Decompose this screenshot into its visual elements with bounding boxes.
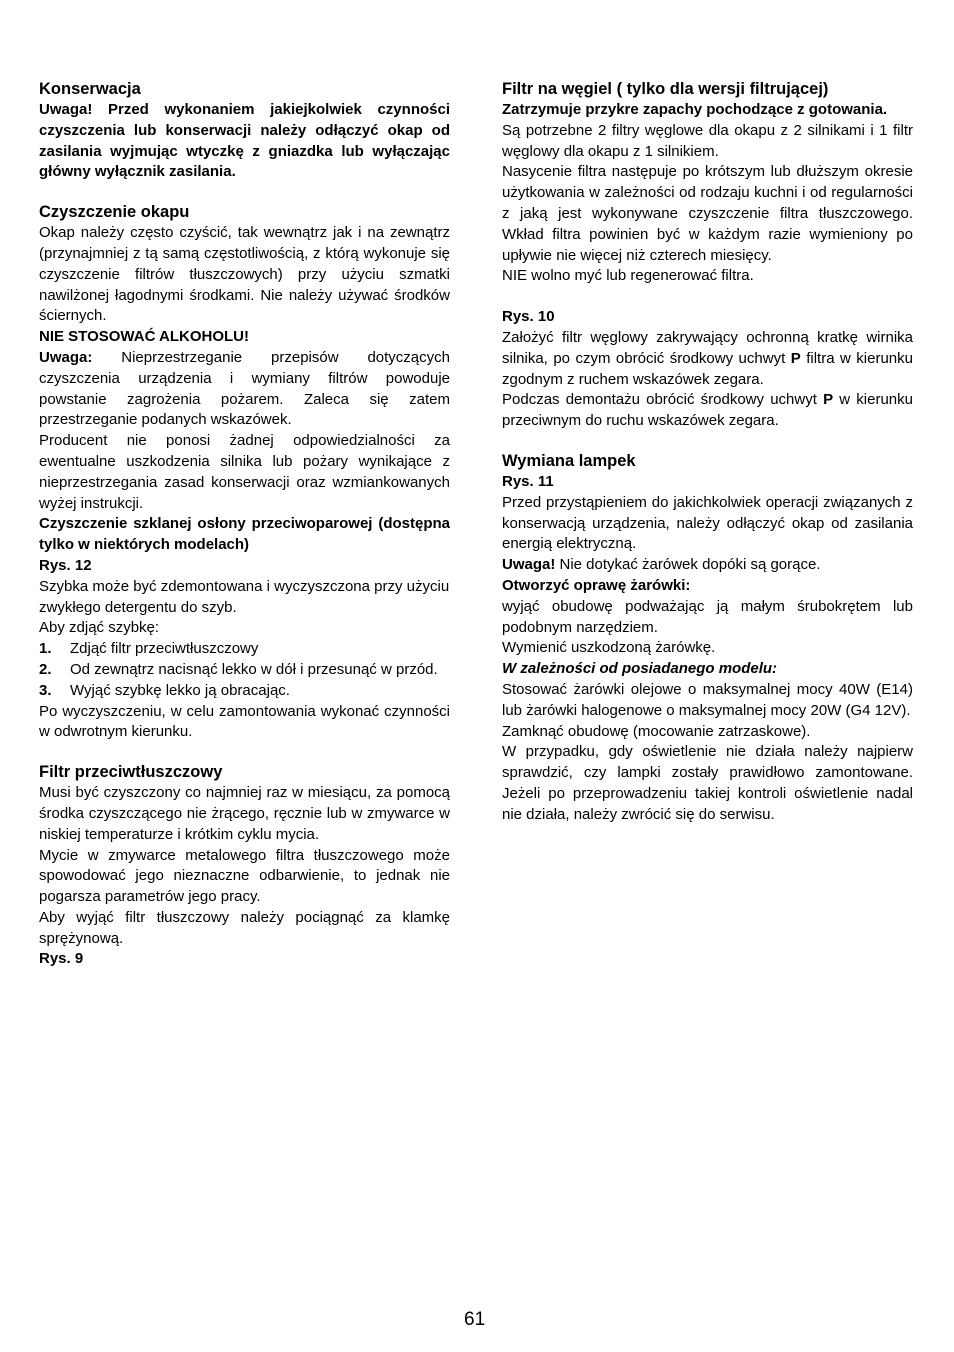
carbon-filter-purpose: Zatrzymuje przykre zapachy pochodzące z gotowania. xyxy=(502,101,888,118)
glass-removal-steps xyxy=(39,639,450,701)
glass-cleaning-title: Czyszczenie szklanej osłony przeciwoparowej (dostępna tylko w niektórych modelach) xyxy=(39,515,450,554)
lamp-paragraph-1: Przed przystąpieniem do jakichkolwiek operacji związanych z konserwacją urządzenia, należy odłączyć okap od zasilania energią elektryczną. xyxy=(502,493,913,553)
carbon-filter-removal-paragraph xyxy=(502,390,913,432)
open-lamp-housing-title: Otworzyć oprawę żarówki: xyxy=(502,576,691,594)
install-text-a: Założyć filtr węglowy zakrywający ochronną kratkę wirnika silnika, po czym obrócić środkowy uchwyt xyxy=(502,328,913,367)
removal-text-b: w kierunku przeciwnym do ruchu wskazówek zegara. xyxy=(502,391,913,430)
carbon-filter-install-paragraph xyxy=(502,328,913,390)
section-title-maintenance: Konserwacja xyxy=(39,80,141,98)
section-title-grease-filter: Filtr przeciwtłuszczowy xyxy=(39,763,223,782)
reassembly-paragraph: Po wyczyszczeniu, w celu zamontowania wykonać czynności w odwrotnym kierunku. xyxy=(39,702,450,741)
fire-warning-label: Uwaga: xyxy=(39,348,93,366)
step-number: 3. xyxy=(39,681,52,699)
fire-warning-paragraph xyxy=(39,348,450,431)
lamp-paragraph-2: wyjąć obudowę podważając ją małym śrubokrętem lub podobnym narzędziem. xyxy=(502,597,913,636)
grease-filter-paragraph-1: Musi być czyszczony co najmniej raz w miesiącu, za pomocą środka czyszczącego nie żrącego, ręcznie lub w zmywarce w niskiej temperaturze i krótkim cyklu mycia. xyxy=(39,784,450,843)
no-alcohol-warning: NIE STOSOWAĆ ALKOHOLU! xyxy=(39,328,249,346)
carbon-filter-paragraph-2: Nasycenie filtra następuje po krótszym lub dłuższym okresie użytkowania w zależności od rodzaju kuchni i od regularności z jaką jest wykonywane czyszczenie filtra tłuszczowego. Wkład filtra powinien być w każdym razie wymieniony po upływie nie więcej niż czterech miesięcy. xyxy=(502,163,913,264)
step-text: Zdjąć filtr przeciwtłuszczowy xyxy=(70,640,259,658)
carbon-filter-paragraph-1: Są potrzebne 2 filtry węglowe dla okapu z 2 silnikami i 1 filtr węglowy dla okapu z 1 silnikiem. xyxy=(502,121,913,160)
figure-ref-12: Rys. 12 xyxy=(39,556,92,574)
hood-cleaning-paragraph: Okap należy często czyścić, tak wewnątrz jak i na zewnątrz (przynajmniej z tą samą częstotliwością, z którą wykonuje się czyszczenie filtrów tłuszczowych) przy użyciu szmatki nawilżonej łagodnymi środkami. Nie należy używać środków ściernych. xyxy=(39,224,450,325)
page-number: 61 xyxy=(464,1309,486,1330)
model-dependent-title: W zależności od posiadanego modelu: xyxy=(502,660,778,678)
step-text: Od zewnątrz nacisnąć lekko w dół i przesunąć w przód. xyxy=(70,660,438,678)
section-title-hood-cleaning: Czyszczenie okapu xyxy=(39,203,190,222)
grease-filter-paragraph-3: Aby wyjąć filtr tłuszczowy należy pociągnąć za klamkę sprężynową. xyxy=(39,908,450,947)
step-number: 2. xyxy=(39,660,52,678)
handle-p-label: P xyxy=(790,349,801,367)
lamp-warning-label: Uwaga! xyxy=(502,556,556,574)
handle-p-label: P xyxy=(823,391,834,409)
section-title-carbon-filter: Filtr na węgiel ( tylko dla wersji filtrującej) xyxy=(502,80,829,98)
right-column xyxy=(502,78,913,826)
figure-ref-10: Rys. 10 xyxy=(502,308,555,326)
carbon-filter-paragraph-3: NIE wolno myć lub regenerować filtra. xyxy=(502,267,754,285)
lamp-warning-text: Nie dotykać żarówek dopóki są gorące. xyxy=(555,556,821,574)
lamp-paragraph-6: W przypadku, gdy oświetlenie nie działa należy najpierw sprawdzić, czy lampki zostały prawidłowo zamontowane. Jeżeli po przeprowadzeniu takiej kontroli oświetlenie nadal nie działa, należy zwrócić się do serwisu. xyxy=(502,743,913,823)
list-item xyxy=(39,639,450,660)
liability-paragraph: Producent nie ponosi żadnej odpowiedzialności za ewentualne uszkodzenia silnika lub pożary wynikające z nieprzestrzegania zasad konserwacji oraz wzmiankowanych wyżej instrukcji. xyxy=(39,432,450,512)
lamp-warning xyxy=(502,555,913,576)
section-title-lamp-replacement: Wymiana lampek xyxy=(502,451,636,470)
fire-warning-text: Nieprzestrzeganie przepisów dotyczących czyszczenia urządzenia i wymiany filtrów powoduje powstanie zagrożenia pożarem. Zaleca się zatem przestrzeganie podanych wskazówek. xyxy=(39,348,450,429)
figure-ref-9: Rys. 9 xyxy=(39,950,84,968)
list-item xyxy=(39,660,450,681)
step-text: Wyjąć szybkę lekko ją obracając. xyxy=(70,681,290,699)
install-text-b: filtra w kierunku zgodnym z ruchem wskazówek zegara. xyxy=(502,349,913,388)
glass-removal-intro: Aby zdjąć szybkę: xyxy=(39,619,160,637)
list-item xyxy=(39,681,450,702)
grease-filter-paragraph-2: Mycie w zmywarce metalowego filtra tłuszczowego może spowodować jego nieznaczne odbarwienie, to jednak nie pogarsza parametrów jego pracy. xyxy=(39,846,450,906)
lamp-paragraph-3: Wymienić uszkodzoną żarówkę. xyxy=(502,639,716,657)
step-number: 1. xyxy=(39,640,52,658)
removal-text-a: Podczas demontażu obrócić środkowy uchwyt xyxy=(502,391,824,409)
lamp-paragraph-4: Stosować żarówki olejowe o maksymalnej mocy 40W (E14) lub żarówki halogenowe o maksymalnej mocy 20W (G4 12V). xyxy=(502,680,913,719)
lamp-paragraph-5: Zamknąć obudowę (mocowanie zatrzaskowe). xyxy=(502,722,811,740)
left-column xyxy=(39,78,450,970)
maintenance-warning: Uwaga! Przed wykonaniem jakiejkolwiek czynności czyszczenia lub konserwacji należy odłączyć okap od zasilania wyjmując wtyczkę z gniazdka lub wyłączając główny wyłącznik zasilania. xyxy=(39,101,450,181)
figure-ref-11: Rys. 11 xyxy=(502,472,554,490)
glass-paragraph: Szybka może być zdemontowana i wyczyszczona przy użyciu zwykłego detergentu do szyb. xyxy=(39,577,450,616)
